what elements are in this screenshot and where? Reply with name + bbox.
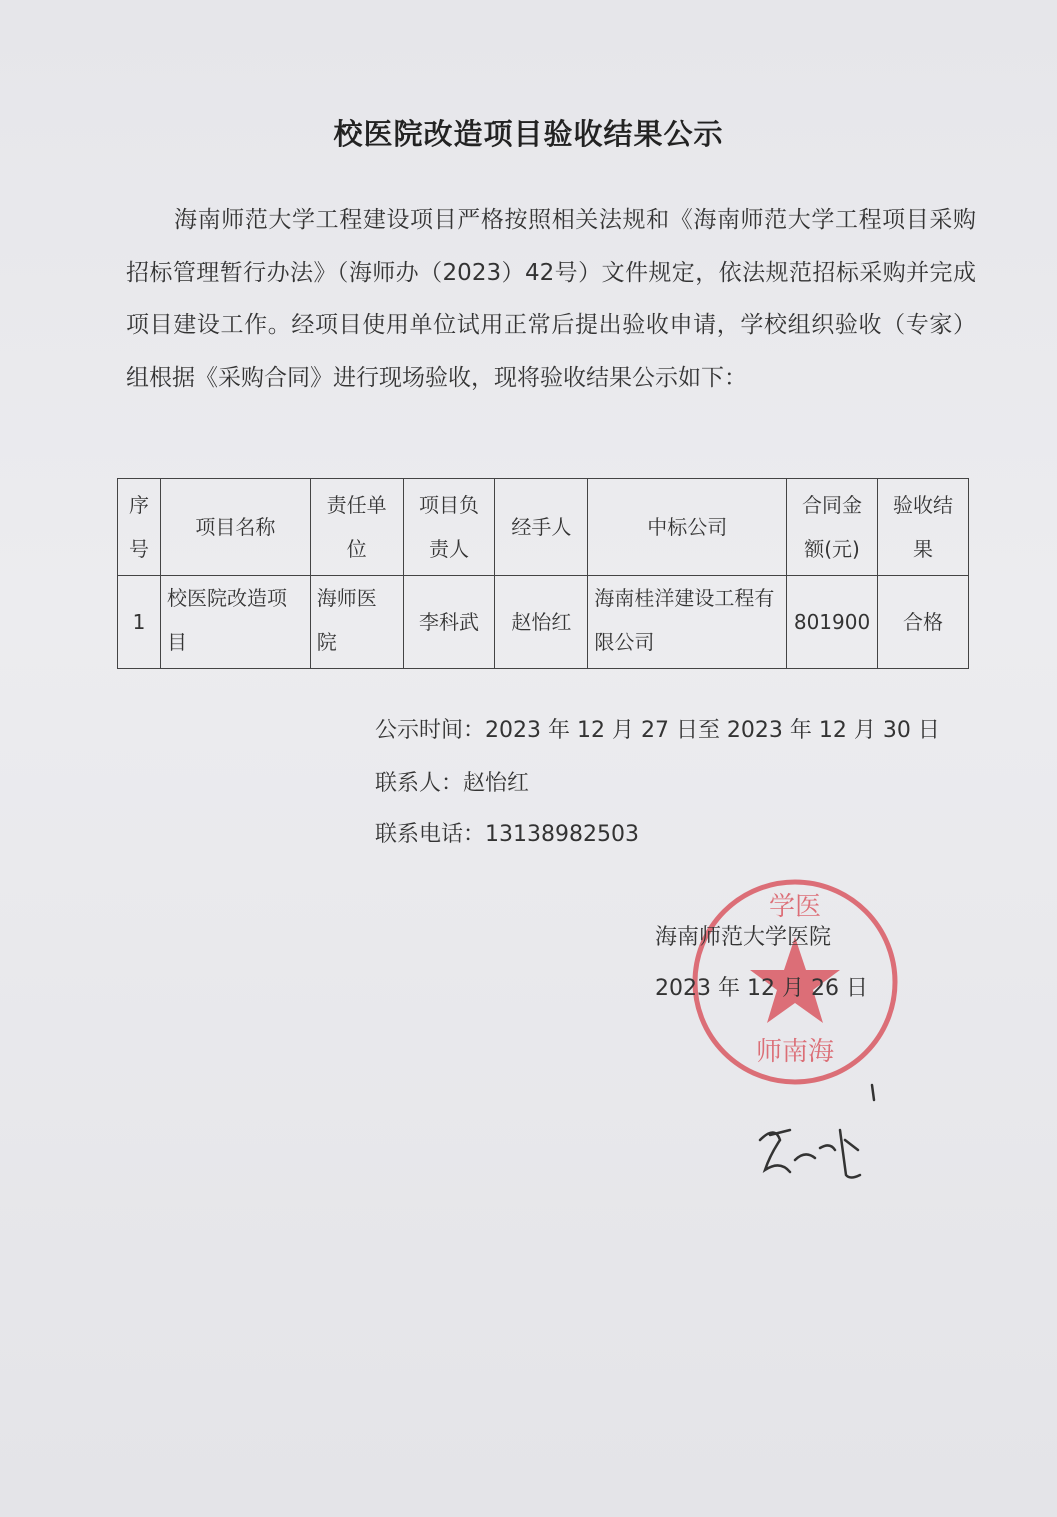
table-header-row [118,479,969,576]
header-cell: 项目负责人 [403,479,495,576]
cell-project: 校医院改造项目 [160,576,310,669]
signoff-date: 2023 年 12 月 26 日 [655,976,868,1001]
header-cell: 合同金额(元) [787,479,878,576]
body-paragraph: 海南师范大学工程建设项目严格按照相关法规和《海南师范大学工程项目采购招标管理暂行办法》（海师办（2023）42号）文件规定，依法规范招标采购并完成项目建设工作。经项目使用单位试用正常后提出验收申请，学校组织验收（专家）组根据《采购合同》进行现场验收，现将验收结果公示如下： [126,207,976,391]
cell-handler: 赵怡红 [495,576,588,669]
contact-phone: 联系电话：13138982503 [375,822,639,847]
cell-manager: 李科武 [403,576,495,669]
publicity-period: 公示时间：2023 年 12 月 27 日至 2023 年 12 月 30 日 [375,718,940,743]
signoff-org: 海南师范大学医院 [655,925,832,950]
svg-text:师南海: 师南海 [755,1037,835,1067]
header-cell: 序号 [118,479,161,576]
header-cell: 责任单位 [310,479,403,576]
cell-company: 海南桂洋建设工程有限公司 [588,576,787,669]
header-cell: 经手人 [495,479,588,576]
cell-unit: 海师医院 [310,576,403,669]
header-cell: 中标公司 [588,479,787,576]
table-row [118,576,969,669]
cell-result: 合格 [878,576,969,669]
cell-amount: 801900 [787,576,878,669]
results-table [117,478,969,669]
svg-text:学医: 学医 [768,892,822,922]
header-cell: 验收结果 [878,479,969,576]
handwritten-signature [750,1080,890,1190]
contact-person: 联系人：赵怡红 [375,771,530,796]
document-title: 校医院改造项目验收结果公示 [333,117,724,151]
header-cell: 项目名称 [160,479,310,576]
cell-index: 1 [118,576,161,669]
